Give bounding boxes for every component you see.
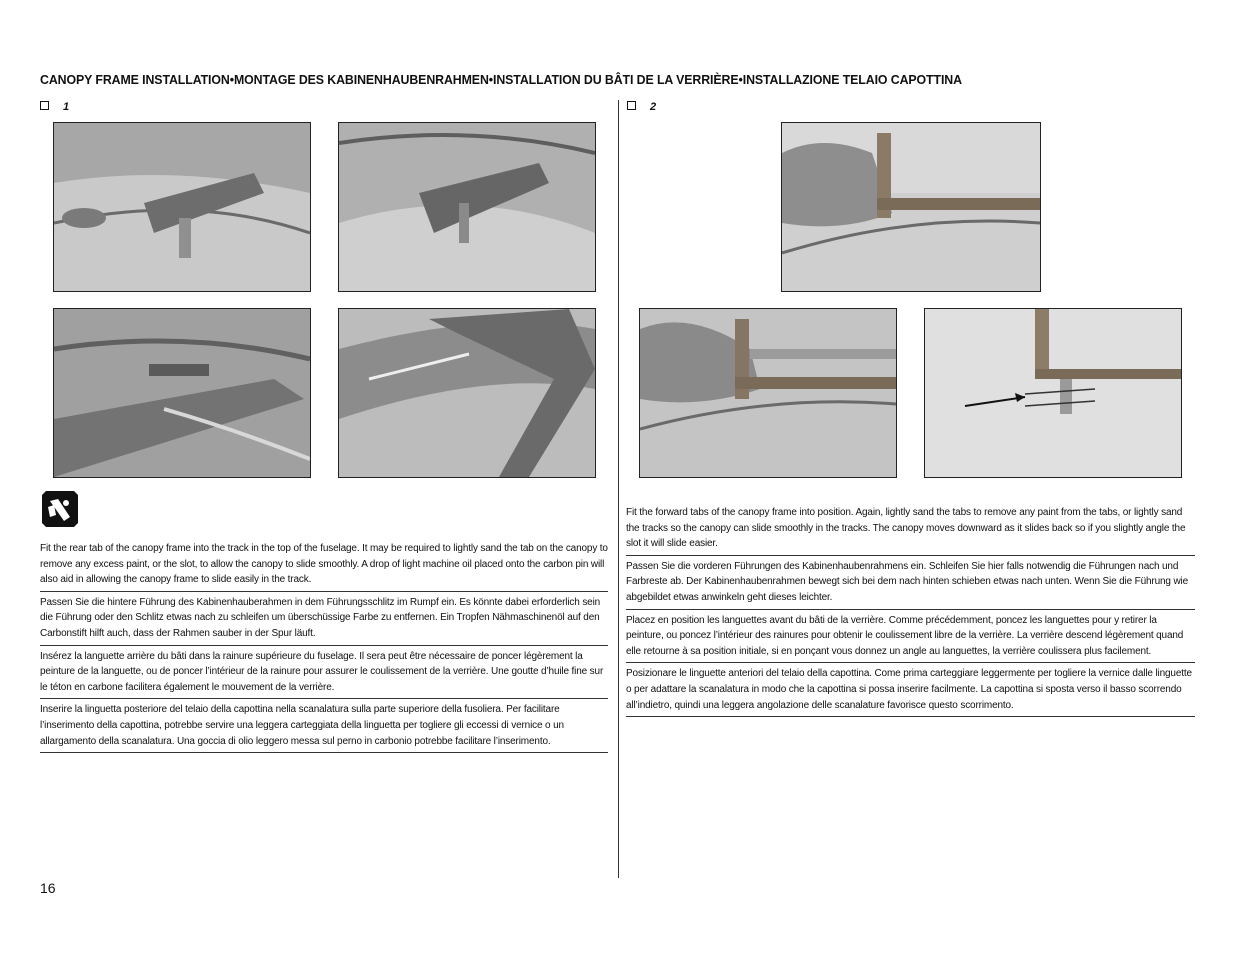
step2-text-de: Passen Sie die vorderen Führungen des Kabinenhaubenrahmens ein. Schleifen Sie hier falls notwendig die Führungen nach und Farbreste ab. Der Kabinenhaubenrahmen bewegt sich bei dem nach hinten schieben etwas nach unten. Wenn Sie die Führung wie abgebildet etwas anwinkeln geht dieses leichter.	[626, 556, 1195, 610]
step1-instructions	[40, 538, 608, 753]
step2-photo-3	[924, 308, 1182, 478]
step1-photo-2	[338, 122, 596, 292]
step1-photo-3	[53, 308, 311, 478]
page-heading: CANOPY FRAME INSTALLATION•MONTAGE DES KABINENHAUBENRAHMEN•INSTALLATION DU BÂTI DE LA VERRIÈRE•INSTALLAZIONE TELAIO CAPOTTINA	[40, 72, 962, 87]
step1-text-de: Passen Sie die hintere Führung des Kabinenhauberahmen in dem Führungsschlitz im Rumpf ein. Es könnte dabei erforderlich sein die Führung oder den Schlitz etwas nach zu schleifen um überschüssige Farbe zu entfernen. Ein Tropfen Nähmaschinenöl auf den Carbonstift hilft auch, dass der Rahmen sauber in der Spur läuft.	[40, 592, 608, 646]
checkbox-icon[interactable]	[627, 101, 636, 110]
column-divider	[618, 100, 619, 878]
step-2-label: 2	[627, 101, 656, 113]
step1-text-fr: Insérez la languette arrière du bâti dans la rainure supérieure du fuselage. Il sera peut être nécessaire de poncer légèrement la peinture de la languette, ou de poncer l’intérieur de la rainure pour assurer le coulissement de la verrière. Une goutte d’huile fine sur le téton en carbone facilitera également le mouvement de la verrière.	[40, 646, 608, 700]
step-1-label: 1	[40, 101, 69, 113]
step1-text-it: Inserire la linguetta posteriore del telaio della capottina nella scanalatura sulla parte superiore della fusoliera. Per facilitare l’inserimento della capottina, potrebbe servire una leggera carteggiata della linguetta per togliere gli eccessi di vernice o un allargamento della scanalatura. Una goccia di olio leggero messa sul perno in carbonio potrebbe facilitare l’inserimento.	[40, 699, 608, 753]
checkbox-icon[interactable]	[40, 101, 49, 110]
step2-text-en: Fit the forward tabs of the canopy frame into position. Again, lightly sand the tabs to remove any paint from the tabs, or lightly sand the tracks so the canopy can slide smoothly in the tracks. The canopy moves downward as it slides back so if you slightly angle the slot it will slide easier.	[626, 502, 1195, 556]
step1-photo-1	[53, 122, 311, 292]
step1-text-en: Fit the rear tab of the canopy frame into the track in the top of the fuselage. It may be required to lightly sand the tab on the canopy to remove any excess paint, or the slot, to allow the canopy to slide smoothly. A drop of light machine oil placed onto the carbon pin will also aid in allowing the canopy frame to slide easily in the track.	[40, 538, 608, 592]
step2-photo-2	[639, 308, 897, 478]
sanding-oil-tool-icon	[40, 489, 80, 529]
step2-photo-1	[781, 122, 1041, 292]
page-number: 16	[40, 880, 56, 896]
step1-photo-4	[338, 308, 596, 478]
step2-text-fr: Placez en position les languettes avant du bâti de la verrière. Comme précédemment, poncez les languettes pour y retirer la peinture, ou poncez l’intérieur des rainures pour obtenir le coulissement libre de la verrière. La verrière descend légèrement quand elle retourne à sa position initiale, si en ponçant vous donnez un angle au languettes, la verrière coulissera plus facilement.	[626, 610, 1195, 664]
step2-instructions	[626, 502, 1195, 717]
step2-text-it: Posizionare le linguette anteriori del telaio della capottina. Come prima carteggiare leggermente per togliere la vernice dalle linguette o per adattare la scanalatura in modo che la capottina si possa inserire facilmente. La capottina si sposta verso il basso scorrendo all’indietro, quindi una leggera angolazione delle scanalature favorisce questo scorrimento.	[626, 663, 1195, 717]
